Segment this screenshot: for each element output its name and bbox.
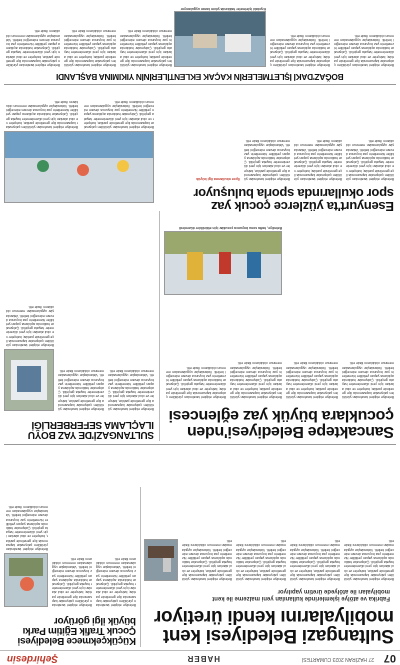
section-title: HABER: [186, 654, 220, 663]
story3-caption: Belediye, hafta sonu boyunca çocuklar için etkinlikler düzenledi: [179, 226, 282, 230]
story4-headline: [4, 419, 154, 439]
story5-headline-line1: Esenyurt'ta yüzlerce çocuk yaz: [211, 199, 394, 214]
story4-headline-line1: SULTANGAZİ'DE YAZ BOYU: [28, 429, 154, 440]
story1-col4: Belediye ekipleri tarafından yürütülen çalışmalar kapsamında ilçe genelinde parklar, bahçeler ve okul alanları için yeni düzenlemeler hayata geçirildi. Çalışmalar hakkında açıklama yapan yetkililer hizmetlerin yaz boyunca devam edeceğini belirtti. Vatandaşlar uygulamadan memnun olduklarını ifade etti.: [182, 539, 232, 581]
story4-headline-line2: ILAÇLAMA SEFERBERLİĞİ: [31, 418, 154, 430]
story2-photo: [4, 553, 48, 607]
story6-col2: Belediye ekipleri tarafından yürütülen çalışmalar kapsamında ilçe genelinde parklar, bahçeler ve okul alanları için yeni düzenlemeler hayata geçirildi. Çalışmalar hakkında açıklama yapan yetkililer hizmetlerin yaz boyunca devam edeceğini belirtti. Vatandaşlar uygulamadan memnun olduklarını ifade etti.: [270, 33, 330, 67]
page-header: [0, 650, 400, 665]
story3-col2: Belediye ekipleri tarafından yürütülen çalışmalar kapsamında ilçe genelinde parklar, bahçeler ve okul alanları için yeni düzenlemeler hayata geçirildi. Çalışmalar hakkında açıklama yapan yetkililer hizmetlerin yaz boyunca devam edeceğini belirtti. Vatandaşlar uygulamadan memnun olduklarını ifade etti.: [286, 361, 338, 399]
story1-photo: [144, 539, 178, 581]
story5-headline: [162, 187, 394, 214]
column-divider: [159, 211, 160, 441]
story5-col1: Belediye ekipleri tarafından yürütülen çalışmalar kapsamında ilçe genelinde parklar, bahçeler ve okul alanları için yeni düzenlemeler hayata geçirildi. Çalışmalar hakkında açıklama yapan yetkililer hizmetlerin yaz boyunca devam edeceğini belirtti. Vatandaşlar uygulamadan memnun olduklarını ifade etti.: [346, 139, 394, 181]
story1-headline: [144, 606, 394, 645]
story1-col3: Belediye ekipleri tarafından yürütülen çalışmalar kapsamında ilçe genelinde parklar, bahçeler ve okul alanları için yeni düzenlemeler hayata geçirildi. Çalışmalar hakkında açıklama yapan yetkililer hizmetlerin yaz boyunca devam edeceğini belirtti. Vatandaşlar uygulamadan memnun olduklarını ifade etti.: [236, 539, 286, 581]
story4-col3: Belediye ekipleri tarafından yürütülen çalışmalar kapsamında ilçe genelinde parklar, bahçeler ve okul alanları için yeni düzenlemeler hayata geçirildi. Çalışmalar hakkında açıklama yapan yetkililer hizmetlerin yaz boyunca devam edeceğini belirtti. Vatandaşlar uygulamadan memnun olduklarını ifade etti.: [6, 305, 54, 347]
story5-col4: Belediye ekipleri tarafından yürütülen çalışmalar kapsamında ilçe genelinde parklar, bahçeler ve okul alanları için yeni düzenlemeler hayata geçirildi. Çalışmalar hakkında açıklama yapan yetkililer hizmetlerin yaz boyunca devam edeceğini belirtti. Vatandaşlar uygulamadan memnun olduklarını ifade etti.: [84, 99, 154, 129]
story1-headline-line2: mobilyalarını kendi üretiyor: [154, 605, 394, 627]
story3-photo: [164, 231, 282, 295]
story2-headline-line1: Küçükçekmece Belediyesi: [17, 635, 136, 646]
story1-deck: Fabrika ve atölye işlemlerinde kullanılan yeni malzeme ile kent mobilyaları ile atölyede üretim yapılıyor: [212, 588, 390, 601]
story5-photo: [4, 131, 154, 203]
story2-headline: [6, 614, 136, 645]
story3-headline-line2: çocuklara büyük yaz eğlencesi: [168, 406, 394, 424]
story5-sub: Spor okullarına ilgi büyük: [196, 177, 240, 181]
story3-col4: Belediye ekipleri tarafından yürütülen çalışmalar kapsamında ilçe genelinde parklar, bahçeler ve okul alanları için yeni düzenlemeler hayata geçirildi. Çalışmalar hakkında açıklama yapan yetkililer hizmetlerin yaz boyunca devam edeceğini belirtti. Vatandaşlar uygulamadan memnun olduklarını ifade etti.: [166, 365, 226, 399]
section-rule: [4, 444, 396, 445]
story5-headline-line2: spor okullarında sporla buluşuyor: [193, 185, 394, 201]
story5-col2: Belediye ekipleri tarafından yürütülen çalışmalar kapsamında ilçe genelinde parklar, bahçeler ve okul alanları için yeni düzenlemeler hayata geçirildi. Çalışmalar hakkında açıklama yapan yetkililer hizmetlerin yaz boyunca devam edeceğini belirtti. Vatandaşlar uygulamadan memnun olduklarını ifade etti.: [294, 139, 342, 181]
story3-col1: Belediye ekipleri tarafından yürütülen çalışmalar kapsamında ilçe genelinde parklar, bahçeler ve okul alanları için yeni düzenlemeler hayata geçirildi. Çalışmalar hakkında açıklama yapan yetkililer hizmetlerin yaz boyunca devam edeceğini belirtti. Vatandaşlar uygulamadan memnun olduklarını ifade etti.: [342, 361, 394, 399]
story2-col1: Belediye ekipleri tarafından yürütülen çalışmalar kapsamında ilçe genelinde parklar, bahçeler ve okul alanları için yeni düzenlemeler hayata geçirildi. Çalışmalar hakkında açıklama yapan yetkililer hizmetlerin yaz boyunca devam edeceğini belirtti. Vatandaşlar uygulamadan memnun olduklarını ifade etti.: [96, 556, 136, 607]
page-date: 27 HAZİRAN 2023 CUMARTESİ: [301, 656, 374, 662]
story4-col1: Belediye ekipleri tarafından yürütülen çalışmalar kapsamında ilçe genelinde parklar, bahçeler ve okul alanları için yeni düzenlemeler hayata geçirildi. Çalışmalar hakkında açıklama yapan yetkililer hizmetlerin yaz boyunca devam edeceğini belirtti. Vatandaşlar uygulamadan memnun olduklarını ifade etti.: [108, 369, 154, 411]
story2-headline-line2: Çocuk Trafik Eğitim Parkı: [22, 624, 136, 636]
column-divider: [140, 487, 141, 647]
section-rule: [4, 84, 396, 85]
brand-logo: Şehirdesin: [6, 653, 58, 664]
story6-caption: Kıyıdaki işletmeler hakkında yıkım kararı uygulanıyor: [180, 7, 266, 11]
story3-headline: [164, 406, 394, 439]
story4-photo: [4, 349, 54, 411]
story1-headline-line1: Sultangazi Belediyesi kent: [163, 625, 394, 646]
story2-headline-line3: büyük ilgi görüyor: [54, 614, 136, 626]
page-number: 07: [383, 652, 396, 664]
story6-photo: [174, 11, 266, 67]
story3-col3: Belediye ekipleri tarafından yürütülen çalışmalar kapsamında ilçe genelinde parklar, bahçeler ve okul alanları için yeni düzenlemeler hayata geçirildi. Çalışmalar hakkında açıklama yapan yetkililer hizmetlerin yaz boyunca devam edeceğini belirtti. Vatandaşlar uygulamadan memnun olduklarını ifade etti.: [230, 361, 282, 399]
story4-col2: Belediye ekipleri tarafından yürütülen çalışmalar kapsamında ilçe genelinde parklar, bahçeler ve okul alanları için yeni düzenlemeler hayata geçirildi. Çalışmalar hakkında açıklama yapan yetkililer hizmetlerin yaz boyunca devam edeceğini belirtti. Vatandaşlar uygulamadan memnun olduklarını ifade etti.: [58, 369, 104, 411]
story6-col1: Belediye ekipleri tarafından yürütülen çalışmalar kapsamında ilçe genelinde parklar, bahçeler ve okul alanları için yeni düzenlemeler hayata geçirildi. Çalışmalar hakkında açıklama yapan yetkililer hizmetlerin yaz boyunca devam edeceğini belirtti. Vatandaşlar uygulamadan memnun olduklarını ifade etti.: [334, 33, 394, 67]
story6-col5: Belediye ekipleri tarafından yürütülen çalışmalar kapsamında ilçe genelinde parklar, bahçeler ve okul alanları için yeni düzenlemeler hayata geçirildi. Çalışmalar hakkında açıklama yapan yetkililer hizmetlerin yaz boyunca devam edeceğini belirtti. Vatandaşlar uygulamadan memnun olduklarını ifade etti.: [6, 29, 60, 67]
story5-col5: Belediye ekipleri tarafından yürütülen çalışmalar kapsamında ilçe genelinde parklar, bahçeler ve okul alanları için yeni düzenlemeler hayata geçirildi. Çalışmalar hakkında açıklama yapan yetkililer hizmetlerin yaz boyunca devam edeceğini belirtti. Vatandaşlar uygulamadan memnun olduklarını ifade etti.: [6, 99, 78, 129]
story6-col4: Belediye ekipleri tarafından yürütülen çalışmalar kapsamında ilçe genelinde parklar, bahçeler ve okul alanları için yeni düzenlemeler hayata geçirildi. Çalışmalar hakkında açıklama yapan yetkililer hizmetlerin yaz boyunca devam edeceğini belirtti. Vatandaşlar uygulamadan memnun olduklarını ifade etti.: [64, 29, 116, 67]
story5-col3: Belediye ekipleri tarafından yürütülen çalışmalar kapsamında ilçe genelinde parklar, bahçeler ve okul alanları için yeni düzenlemeler hayata geçirildi. Çalışmalar hakkında açıklama yapan yetkililer hizmetlerin yaz boyunca devam edeceğini belirtti. Vatandaşlar uygulamadan memnun olduklarını ifade etti.: [244, 139, 290, 181]
story2-col3: Belediye ekipleri tarafından yürütülen çalışmalar kapsamında ilçe genelinde parklar, bahçeler ve okul alanları için yeni düzenlemeler hayata geçirildi. Çalışmalar hakkında açıklama yapan yetkililer hizmetlerin yaz boyunca devam edeceğini belirtti. Vatandaşlar uygulamadan memnun olduklarını ifade etti.: [6, 504, 48, 551]
story3-headline-line1: Sancaktepe Belediyesi'nden: [187, 423, 394, 440]
story2-col2: Belediye ekipleri tarafından yürütülen çalışmalar kapsamında ilçe genelinde parklar, bahçeler ve okul alanları için yeni düzenlemeler hayata geçirildi. Çalışmalar hakkında açıklama yapan yetkililer hizmetlerin yaz boyunca devam edeceğini belirtti. Vatandaşlar uygulamadan memnun olduklarını ifade etti.: [52, 556, 92, 607]
story1-col2: Belediye ekipleri tarafından yürütülen çalışmalar kapsamında ilçe genelinde parklar, bahçeler ve okul alanları için yeni düzenlemeler hayata geçirildi. Çalışmalar hakkında açıklama yapan yetkililer hizmetlerin yaz boyunca devam edeceğini belirtti. Vatandaşlar uygulamadan memnun olduklarını ifade etti.: [290, 539, 340, 581]
story1-col1: Belediye ekipleri tarafından yürütülen çalışmalar kapsamında ilçe genelinde parklar, bahçeler ve okul alanları için yeni düzenlemeler hayata geçirildi. Çalışmalar hakkında açıklama yapan yetkililer hizmetlerin yaz boyunca devam edeceğini belirtti. Vatandaşlar uygulamadan memnun olduklarını ifade etti.: [344, 539, 394, 581]
story6-col3: Belediye ekipleri tarafından yürütülen çalışmalar kapsamında ilçe genelinde parklar, bahçeler ve okul alanları için yeni düzenlemeler hayata geçirildi. Çalışmalar hakkında açıklama yapan yetkililer hizmetlerin yaz boyunca devam edeceğini belirtti. Vatandaşlar uygulamadan memnun olduklarını ifade etti.: [120, 29, 172, 67]
story6-headline: BOĞAZ'DAKİ İŞLETMELERİN KAÇAK EKLENTİLERİNİN YIKIMINA BAŞLANDI: [56, 72, 344, 82]
